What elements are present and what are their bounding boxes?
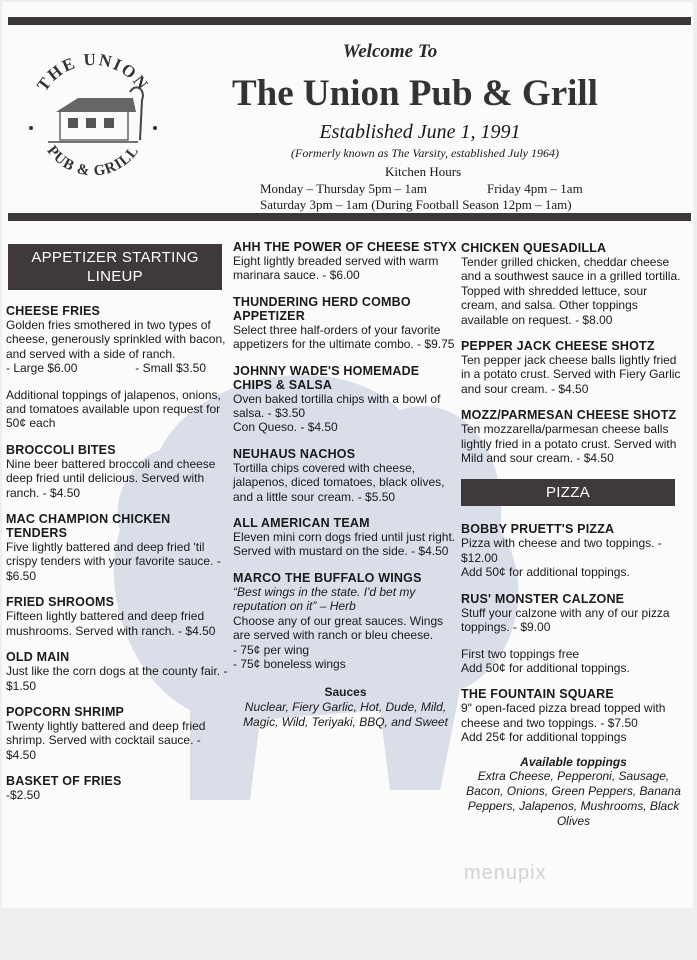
hours-mon-thu: Monday – Thursday 5pm – 1am <box>260 181 427 196</box>
boneless-price: - 75¢ boneless wings <box>233 656 346 671</box>
union-pub-logo <box>18 40 168 200</box>
menu-item <box>461 241 686 327</box>
menu-item <box>6 650 228 693</box>
menu-item <box>461 408 686 465</box>
item-name: BOBBY PRUETT'S PIZZA <box>461 522 615 537</box>
item-name: CHEESE FRIES <box>6 304 101 318</box>
menu-item <box>6 443 228 500</box>
item-desc: Pizza with cheese and two toppings. - $12.00 <box>461 536 662 565</box>
menu-item <box>233 447 458 504</box>
menu-item <box>6 304 228 431</box>
item-desc: Just like the corn dogs at the county fair. - $1.50 <box>6 664 228 693</box>
menu-item <box>461 339 686 396</box>
menu-item <box>461 687 686 744</box>
item-desc: Ten mozzarella/parmesan cheese balls lightly fried in a potato crust. Served with Mild and sour cream. - $4.50 <box>461 422 677 466</box>
item-name: RUS' MONSTER CALZONE <box>461 591 625 606</box>
formerly-line: (Formerly known as The Varsity, established July 1964) <box>291 146 559 160</box>
item-desc: Fifteen lightly battered and deep fried mushrooms. Served with ranch. - $4.50 <box>6 609 216 638</box>
item-name: AHH THE POWER OF CHEESE STYX <box>233 240 457 254</box>
established-line: Established June 1, 1991 <box>319 121 521 143</box>
hours-sat: Saturday 3pm – 1am (During Football Season 12pm – 1am) <box>260 197 572 212</box>
wing-price: - 75¢ per wing <box>233 642 310 657</box>
menu-item <box>6 705 228 762</box>
item-desc: -$2.50 <box>6 788 41 803</box>
menupix-watermark: menupix <box>464 862 547 884</box>
price-row <box>6 361 206 375</box>
item-desc: Twenty lightly battered and deep fried shrimp. Served with cocktail sauce. - $4.50 <box>6 718 206 762</box>
item-extra: Add 50¢ for additional toppings. <box>461 660 630 675</box>
hours-fri: Friday 4pm – 1am <box>487 181 583 196</box>
kitchen-hours-label: Kitchen Hours <box>385 164 462 179</box>
item-desc: Choose any of our great sauces. Wings are served with ranch or bleu cheese. <box>233 613 444 643</box>
menu-item <box>233 364 458 435</box>
item-name: MAC CHAMPION CHICKEN TENDERS <box>6 512 171 541</box>
item-name: THE FOUNTAIN SQUARE <box>461 687 614 702</box>
item-name: BASKET OF FRIES <box>6 774 122 789</box>
menu-item <box>233 240 458 283</box>
item-desc: Five lightly battered and deep fried 'til crispy tenders with your favorite sauce. - $6.50 <box>6 540 221 583</box>
menu-item <box>6 774 228 802</box>
price-large: - Large $6.00 <box>6 361 78 376</box>
menu-item <box>461 592 686 676</box>
item-name: NEUHAUS NACHOS <box>233 446 356 461</box>
item-desc: Oven baked tortilla chips with a bowl of salsa. - $3.50 <box>233 391 441 421</box>
item-desc: Eleven mini corn dogs fried until just right. Served with mustard on the side. - $4.50 <box>233 530 456 559</box>
item-extra: Add 50¢ for additional toppings. <box>461 565 630 580</box>
item-name: POPCORN SHRIMP <box>6 704 125 719</box>
item-desc: Nine beer battered broccoli and cheese deep fried until delicious. Served with ranch. - $4.50 <box>6 456 216 500</box>
item-name: JOHNNY WADE'S HOMEMADE CHIPS & SALSA <box>233 363 420 392</box>
item-name: FRIED SHROOMS <box>6 595 115 610</box>
menu-item <box>461 522 686 579</box>
item-desc: Select three half-orders of your favorite appetizers for the ultimate combo. - $9.75 <box>233 322 455 352</box>
svg-text:PUB & GRILL: PUB & GRILL <box>43 142 143 180</box>
menu-column-2 <box>233 240 458 730</box>
item-desc: Ten pepper jack cheese balls lightly fried in a potato crust. Served with Fiery Garlic and sour cream. - $4.50 <box>461 353 681 396</box>
item-name: CHICKEN QUESADILLA <box>461 241 607 255</box>
item-desc: 9" open-faced pizza bread topped with cheese and two toppings. - $7.50 <box>461 701 666 730</box>
sauces-title: Sauces <box>324 685 367 700</box>
item-name: BROCCOLI BITES <box>6 442 116 457</box>
menu-item <box>6 512 228 583</box>
item-extra: Additional toppings of jalapenos, onions, and tomatoes available upon request for 50¢ each <box>6 387 221 431</box>
top-divider <box>8 17 691 25</box>
menu-column-3 <box>461 241 686 829</box>
sauces-list: Nuclear, Fiery Garlic, Hot, Dude, Mild, Magic, Wild, Teriyaki, BBQ, and Sweet <box>243 699 448 729</box>
appetizer-section-header: APPETIZER STARTING LINEUP <box>8 244 222 290</box>
item-name: MOZZ/PARMESAN CHEESE SHOTZ <box>461 408 677 423</box>
item-name: OLD MAIN <box>6 650 70 665</box>
item-queso: Con Queso. - $4.50 <box>233 420 338 435</box>
item-free: First two toppings free <box>461 646 580 661</box>
item-quote: “Best wings in the state. I'd bet my reputation on it” – Herb <box>233 584 416 614</box>
toppings-title: Available toppings <box>520 754 627 769</box>
menu-item <box>233 571 458 671</box>
welcome-heading: Welcome To <box>342 41 438 62</box>
item-desc: Golden fries smothered in two types of cheese, generously sprinkled with bacon, and served with a side of ranch. <box>6 318 226 361</box>
item-desc: Tender grilled chicken, cheddar cheese and a southwest sauce in a grilled tortilla. Topped with shredded lettuce, sour cream, and salsa. Other toppings available on request. - $8.00 <box>461 255 681 327</box>
item-desc: Eight lightly breaded served with warm marinara sauce. - $6.00 <box>233 254 439 283</box>
item-name: PEPPER JACK CHEESE SHOTZ <box>461 339 655 354</box>
item-extra: Add 25¢ for additional toppings <box>461 730 627 745</box>
header-divider <box>8 213 691 221</box>
item-name: THUNDERING HERD COMBO APPETIZER <box>233 294 411 323</box>
menu-item <box>233 516 458 559</box>
menu-column-1 <box>6 244 228 815</box>
item-name: MARCO THE BUFFALO WINGS <box>233 570 422 585</box>
pizza-section-header: PIZZA <box>461 479 675 506</box>
item-name: ALL AMERICAN TEAM <box>233 516 370 531</box>
svg-text:THE UNION: THE UNION <box>33 49 153 95</box>
item-desc: Tortilla chips covered with cheese, jalapenos, diced tomatoes, black olives, and a little sour cream. - $5.50 <box>233 460 445 504</box>
menu-item <box>6 595 228 638</box>
restaurant-title: The Union Pub & Grill <box>232 73 598 114</box>
toppings-list: Extra Cheese, Pepperoni, Sausage, Bacon, Onions, Green Peppers, Banana Peppers, Jalapenos, Mushrooms, Black Olives <box>466 768 681 828</box>
menu-item <box>233 295 458 352</box>
price-small: - Small $3.50 <box>135 361 206 376</box>
item-desc: Stuff your calzone with any of our pizza toppings. - $9.00 <box>461 605 670 635</box>
